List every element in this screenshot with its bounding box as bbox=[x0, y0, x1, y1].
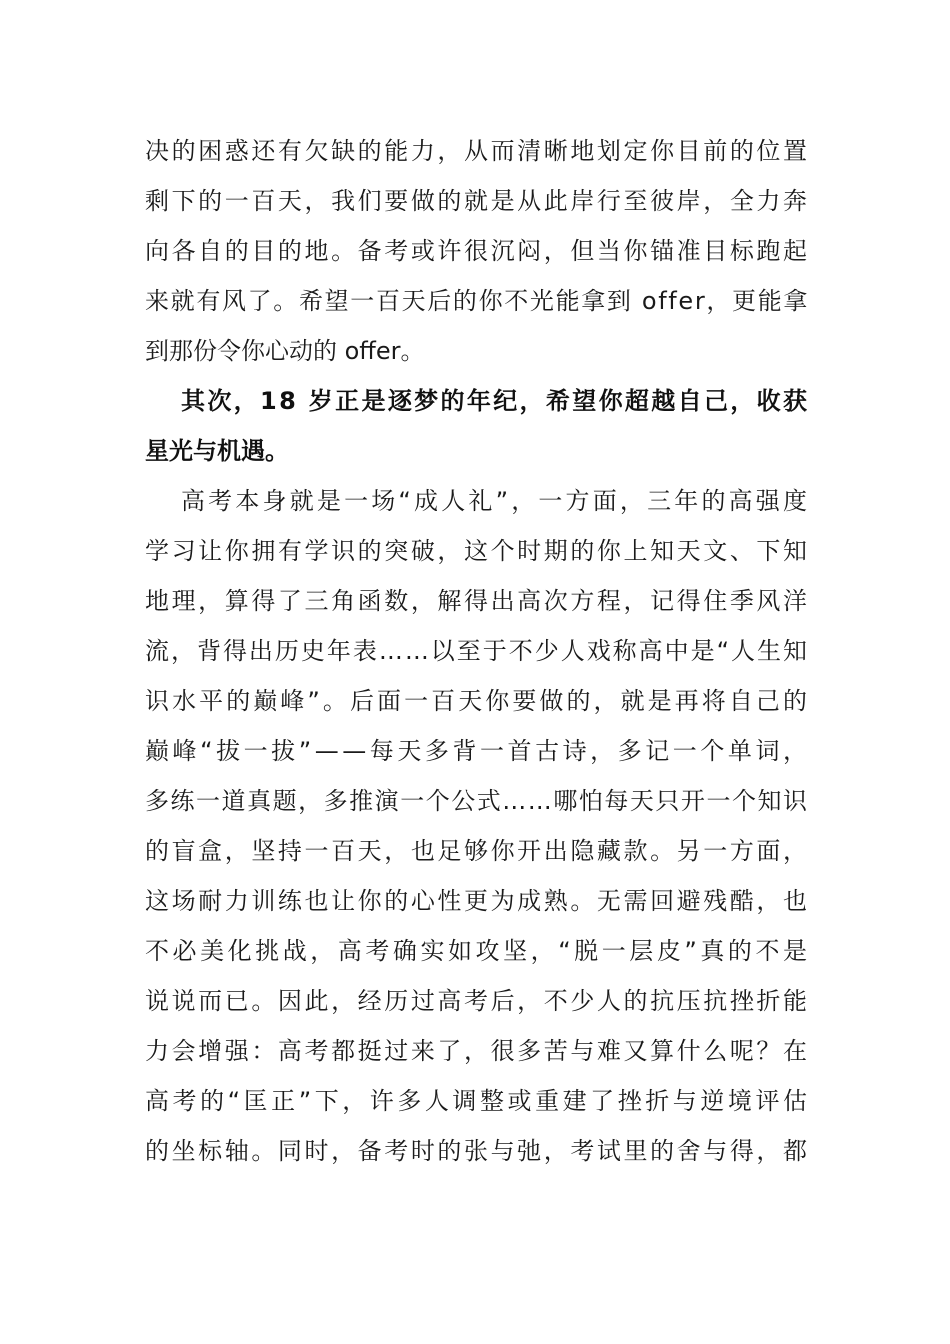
text-line: 剩下的一百天，我们要做的就是从此岸行至彼岸，全力奔 bbox=[145, 187, 810, 215]
text-line: 不必美化挑战，高考确实如攻坚，“脱一层皮”真的不是 bbox=[145, 937, 811, 965]
text-line: 学习让你拥有学识的突破，这个时期的你上知天文、下知 bbox=[145, 537, 810, 565]
text-line: 力会增强：高考都挺过来了，很多苦与难又算什么呢？在 bbox=[145, 1037, 810, 1065]
section-heading-line: 星光与机遇。 bbox=[145, 437, 289, 465]
text-line: 说说而已。因此，经历过高考后，不少人的抗压抗挫折能 bbox=[145, 987, 810, 1015]
text-line: 地理，算得了三角函数，解得出高次方程，记得住季风洋 bbox=[145, 587, 810, 615]
text-line: 高考的“匡正”下，许多人调整或重建了挫折与逆境评估 bbox=[145, 1087, 811, 1115]
text-line: 多练一道真题，多推演一个公式……哪怕每天只开一个知识 bbox=[145, 787, 809, 815]
body-text bbox=[145, 126, 811, 1176]
text-line: 巅峰“拔一拔”——每天多背一首古诗，多记一个单词， bbox=[145, 737, 811, 765]
text-line: 向各自的目的地。备考或许很沉闷，但当你锚准目标跑起 bbox=[145, 237, 810, 265]
text-line: 到那份令你心动的 offer。 bbox=[145, 337, 425, 365]
text-line: 来就有风了。希望一百天后的你不光能拿到 offer，更能拿 bbox=[145, 287, 810, 315]
text-line: 的坐标轴。同时，备考时的张与弛，考试里的舍与得，都 bbox=[145, 1137, 810, 1165]
section-heading-line: 其次，18 岁正是逐梦的年纪，希望你超越自己，收获 bbox=[181, 387, 810, 415]
text-line: 高考本身就是一场“成人礼”，一方面，三年的高强度 bbox=[181, 487, 811, 515]
text-line: 流，背得出历史年表……以至于不少人戏称高中是“人生知 bbox=[145, 637, 809, 665]
text-line: 这场耐力训练也让你的心性更为成熟。无需回避残酷，也 bbox=[145, 887, 810, 915]
text-line: 识水平的巅峰”。后面一百天你要做的，就是再将自己的 bbox=[145, 687, 811, 715]
text-line: 决的困惑还有欠缺的能力，从而清晰地划定你目前的位置 bbox=[145, 137, 810, 165]
text-line: 的盲盒，坚持一百天，也足够你开出隐藏款。另一方面， bbox=[145, 837, 810, 865]
